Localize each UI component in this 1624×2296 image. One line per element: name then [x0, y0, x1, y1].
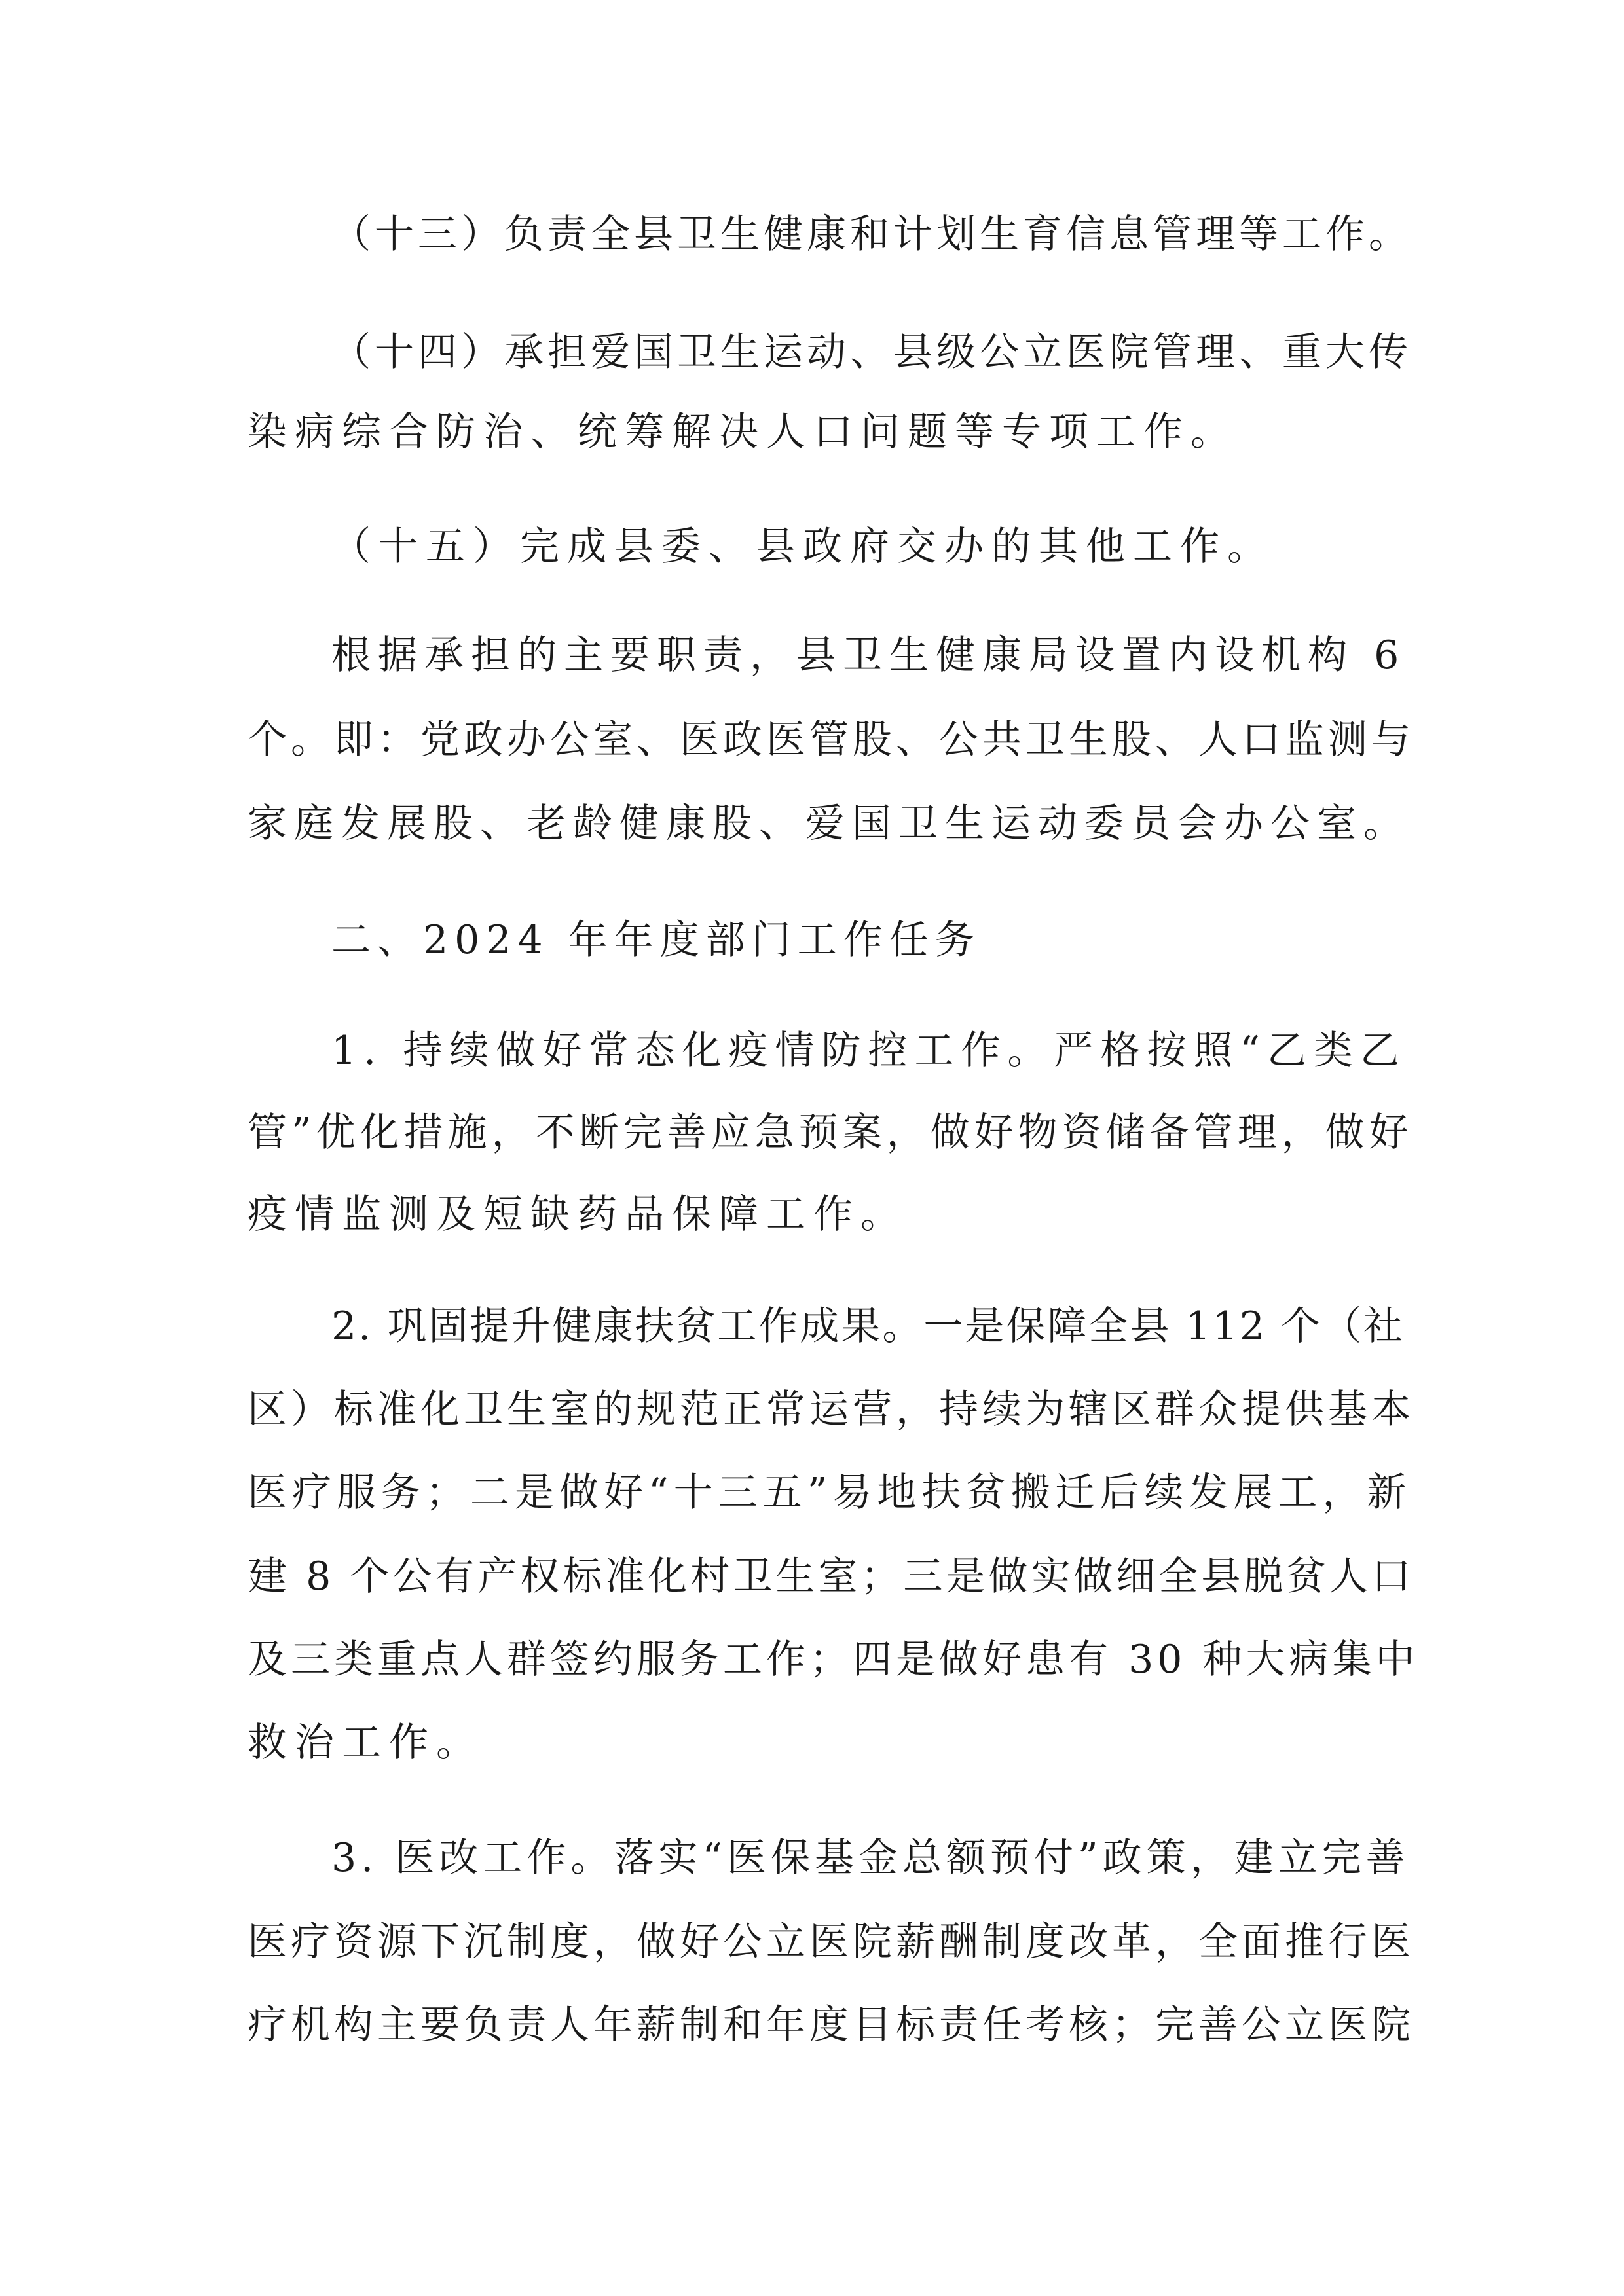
- paragraph-org-structure-line-3: 家庭发展股、老龄健康股、爱国卫生运动委员会办公室。: [248, 801, 1410, 847]
- paragraph-task-3-line-3: 疗机构主要负责人年薪制和年度目标责任考核；完善公立医院: [248, 2002, 1414, 2048]
- paragraph-task-3-line-2: 医疗资源下沉制度，做好公立医院薪酬制度改革，全面推行医: [248, 1919, 1414, 1965]
- paragraph-task-2-line-4: 建 8 个公有产权标准化村卫生室；三是做实做细全县脱贫人口: [248, 1554, 1414, 1599]
- paragraph-task-1-line-3: 疫情监测及短缺药品保障工作。: [248, 1192, 908, 1237]
- paragraph-item-13-line-1: （十三）负责全县卫生健康和计划生育信息管理等工作。: [331, 211, 1412, 257]
- paragraph-task-1-line-1: 1. 持续做好常态化疫情防控工作。严格按照“乙类乙: [331, 1028, 1407, 1074]
- paragraph-task-2-line-2: 区）标准化卫生室的规范正常运营，持续为辖区群众提供基本: [248, 1387, 1414, 1432]
- paragraph-item-15-line-1: （十五）完成县委、县政府交办的其他工作。: [331, 524, 1274, 570]
- paragraph-org-structure-line-2: 个。即：党政办公室、医政医管股、公共卫生股、人口监测与: [248, 717, 1414, 763]
- paragraph-task-2-line-1: 2. 巩固提升健康扶贫工作成果。一是保障全县 112 个（社: [331, 1303, 1405, 1349]
- paragraph-task-1-line-2: 管”优化措施，不断完善应急预案，做好物资储备管理，做好: [248, 1110, 1413, 1156]
- section-heading: 二、2024 年年度部门工作任务: [331, 917, 981, 963]
- paragraph-task-2-line-6: 救治工作。: [248, 1720, 483, 1766]
- paragraph-task-3-line-1: 3. 医改工作。落实“医保基金总额预付”政策，建立完善: [331, 1835, 1410, 1881]
- paragraph-item-14-line-2: 染病综合防治、统筹解决人口问题等专项工作。: [248, 409, 1238, 455]
- paragraph-task-2-line-3: 医疗服务；二是做好“十三五”易地扶贫搬迁后续发展工，新: [248, 1470, 1412, 1516]
- paragraph-org-structure-line-1: 根据承担的主要职责，县卫生健康局设置内设机构 6: [331, 632, 1407, 678]
- paragraph-item-14-line-1: （十四）承担爱国卫生运动、县级公立医院管理、重大传: [331, 329, 1412, 375]
- paragraph-task-2-line-5: 及三类重点人群签约服务工作；四是做好患有 30 种大病集中: [248, 1637, 1419, 1683]
